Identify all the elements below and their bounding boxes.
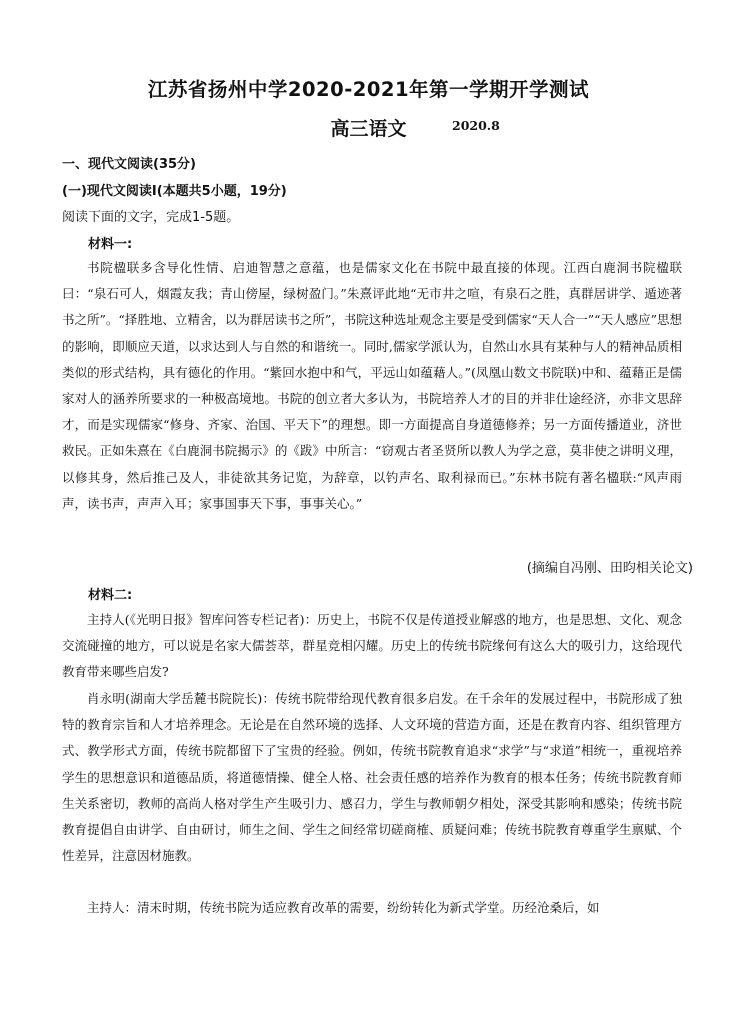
document-subtitle: 高三语文 (330, 118, 407, 140)
material-one-paragraph: 书院楹联多含导化性情、启迪智慧之意蕴，也是儒家文化在书院中最直接的体现。江西白鹿洞书院楹联曰：“泉石可人，烟霞友我；青山傍屋，绿树盈门。”朱熹评此地“无市井之喧，有泉石之胜，真群居讲学、遁迹著书之所”。“择胜地、立精舍，以为群居读书之所”，书院这种选址观念主要是受到儒家“天人合一”“天人感应”思想的影响，即顺应天道，以求达到人与自然的和谐统一。同时,儒家学派认为，自然山水具有某种与人的精神品质相类似的形式结构，具有德化的作用。“紫回水抱中和气，平远山如蕴藉人。”(凤凰山数文书院联)中和、蕴藉正是儒家对人的涵养所要求的一种极高境地。书院的创立者大多认为，书院培养人才的目的并非仕途经济，亦非文思辞才，而是实现儒家“修身、齐家、治国、平天下”的理想。即一方面提高自身道德修养；另一方面传播道业，济世救民。正如朱熹在《白鹿洞书院揭示》的《跋》中所言：“窃观古者圣贤所以教人为学之意，莫非使之讲明义理，以修其身，然后推己及人，非徒欲其务记览，为辞章，以钓声名、取利禄而已。”东林书院有著名楹联:“风声雨声，读书声，声声入耳；家事国事天下事，事事关心。” (62, 260, 682, 511)
material-two-paragraph-2: 肖永明(湖南大学岳麓书院院长)：传统书院带给现代教育很多启发。在千余年的发展过程中，书院形成了独特的教育宗旨和人才培养理念。无论是在自然环境的选择、人文环境的营造方面，还是在教育内容、组织管理方式、教学形式方面，传统书院都留下了宝贵的经验。例如，传统书院教育追求“求学”与“求道”相统一，重视培养学生的思想意识和道德品质，将道德情操、健全人格、社会责任感的培养作为教育的根本任务；传统书院教育师生关系密切，教师的高尚人格对学生产生吸引力、感召力，学生与教师朝夕相处，深受其影响和感染；传统书院教育提倡自由讲学、自由研讨，师生之间、学生之间经常切磋商榷、质疑问难；传统书院教育尊重学生禀赋、个性差异，注意因材施教。 (62, 691, 682, 864)
material-one-label: 材料一: (88, 237, 133, 252)
subtitle-row (0, 114, 737, 141)
material-two-label: 材料二: (88, 588, 133, 603)
section-heading: 一、现代文阅读(35分) (62, 157, 196, 172)
sub-section-heading: (一)现代文阅读Ⅰ(本题共5小题，19分) (62, 184, 287, 199)
instruction-text: 阅读下面的文字，完成1-5题。 (62, 210, 240, 225)
document-date: 2020.8 (452, 118, 500, 133)
material-two-paragraph-1: 主持人(《光明日报》智库问答专栏记者)：历史上，书院不仅是传道授业解惑的地方，也是思想、文化、观念交流碰撞的地方，可以说是名家大儒荟萃，群星竞相闪耀。历史上的传统书院缘何有这么大的吸引力，这给现代教育带来哪些启发? (62, 612, 682, 680)
material-one-source: (摘编自冯刚、田昀相关论文) (526, 561, 693, 576)
material-two-paragraph-3: 主持人：清末时期，传统书院为适应教育改革的需要，纷纷转化为新式学堂。历经沧桑后，如 (87, 900, 600, 915)
document-title: 江苏省扬州中学2020-2021年第一学期开学测试 (147, 78, 590, 101)
